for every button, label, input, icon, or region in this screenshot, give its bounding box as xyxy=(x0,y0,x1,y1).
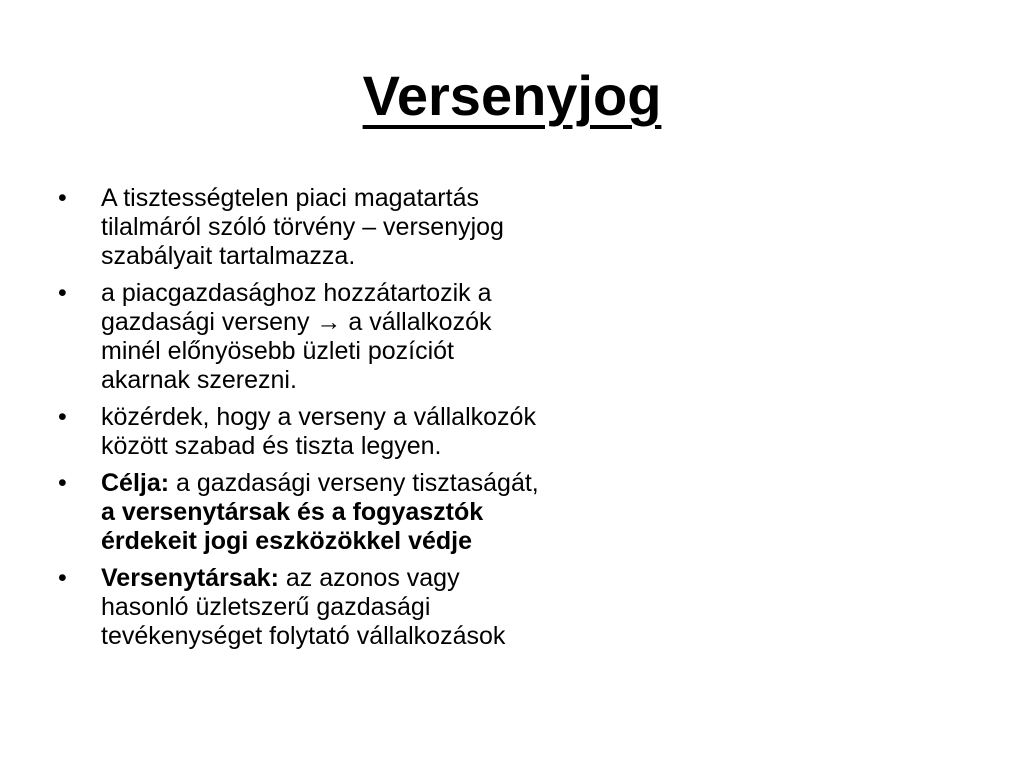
slide-title-text: Versenyjog xyxy=(362,64,662,127)
bullet-text-line: gazdasági verseny → a vállalkozók xyxy=(101,308,492,336)
bullet-text-line: hasonló üzletszerű gazdasági xyxy=(101,593,431,621)
bullet-text-line xyxy=(101,469,678,498)
bullet-bold-line: a versenytársak és a fogyasztók xyxy=(101,498,484,526)
bullet-item xyxy=(58,403,678,461)
bullet-item xyxy=(58,469,678,556)
bullet-text-line: szabályait tartalmazza. xyxy=(101,242,356,270)
bullet-item xyxy=(58,279,678,395)
bullet-text-line: a piacgazdasághoz hozzátartozik a xyxy=(101,279,492,307)
bullet-icon: • xyxy=(58,279,67,307)
bullet-text-line: közérdek, hogy a verseny a vállalkozók xyxy=(101,403,536,431)
bullet-label: Versenytársak: xyxy=(101,564,279,592)
bullet-text: az azonos vagy xyxy=(278,564,460,592)
bullet-text-line: A tisztességtelen piaci magatartás xyxy=(101,184,479,212)
bullet-icon: • xyxy=(58,469,67,497)
bullet-text-line: között szabad és tiszta legyen. xyxy=(101,432,442,460)
bullet-text-line: akarnak szerezni. xyxy=(101,366,297,394)
bullet-text-line: minél előnyösebb üzleti pozíciót xyxy=(101,337,454,365)
bullet-bold-line: érdekeit jogi eszközökkel védje xyxy=(101,527,472,555)
bullet-text-line: tilalmáról szóló törvény – versenyjog xyxy=(101,213,504,241)
bullet-icon: • xyxy=(58,184,67,212)
bullet-text-line xyxy=(101,564,678,593)
bullet-text: a gazdasági verseny tisztaságát, xyxy=(169,469,539,497)
slide-title xyxy=(0,62,1024,130)
bullet-item xyxy=(58,564,678,651)
bullet-icon: • xyxy=(58,403,67,431)
bullet-icon: • xyxy=(58,564,67,592)
bullet-item xyxy=(58,184,678,271)
bullet-list xyxy=(58,184,678,659)
bullet-label: Célja: xyxy=(101,469,170,497)
bullet-text-line: tevékenységet folytató vállalkozások xyxy=(101,622,506,650)
